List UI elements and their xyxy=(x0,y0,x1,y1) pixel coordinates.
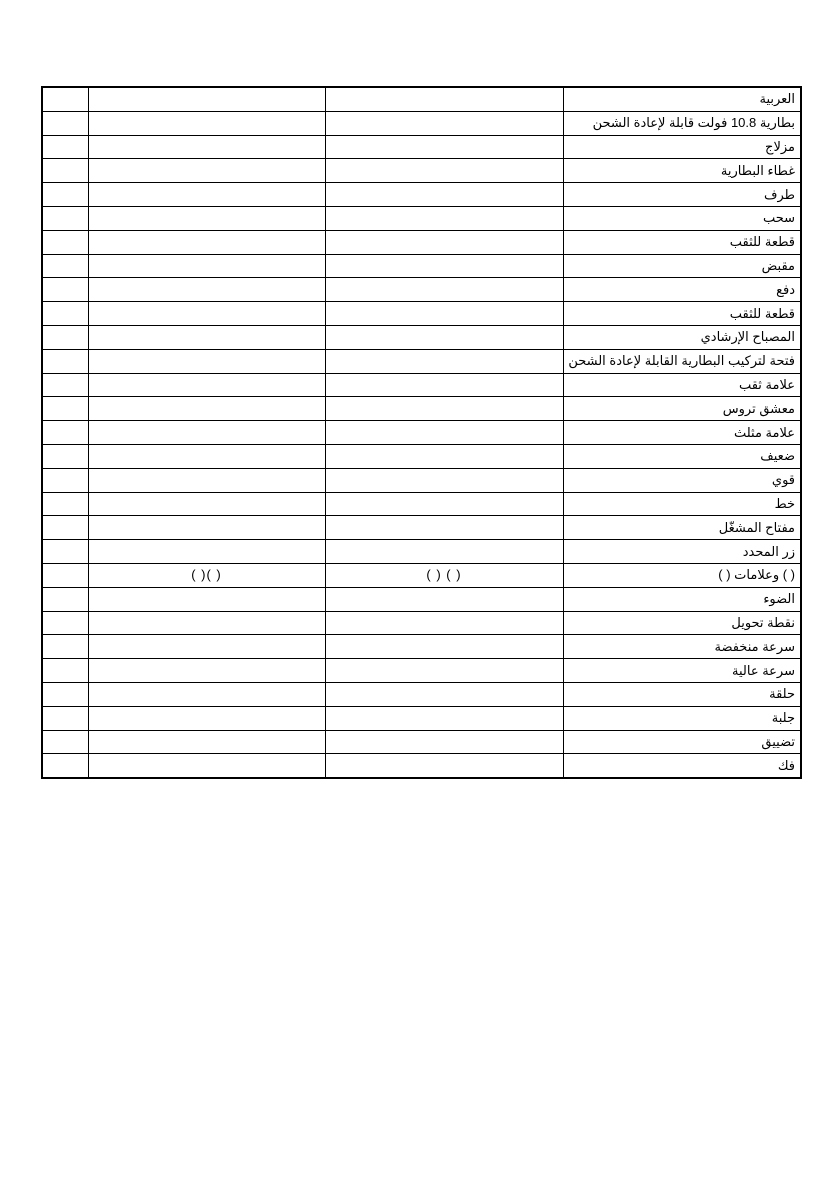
table-row xyxy=(42,230,801,254)
index-cell xyxy=(42,349,88,373)
language-cell-a xyxy=(88,421,325,445)
language-cell-a xyxy=(88,111,325,135)
table-row xyxy=(42,373,801,397)
language-cell-a xyxy=(88,659,325,683)
index-cell xyxy=(42,659,88,683)
index-cell xyxy=(42,302,88,326)
language-cell-a xyxy=(88,730,325,754)
language-cell-b xyxy=(325,278,563,302)
table-row xyxy=(42,587,801,611)
arabic-cell: حلقة xyxy=(563,682,801,706)
table-row xyxy=(42,421,801,445)
index-cell xyxy=(42,397,88,421)
index-cell xyxy=(42,373,88,397)
language-cell-a: ( )( ) xyxy=(88,563,325,587)
table-row xyxy=(42,516,801,540)
index-cell xyxy=(42,682,88,706)
index-cell xyxy=(42,635,88,659)
table-row xyxy=(42,206,801,230)
index-cell xyxy=(42,421,88,445)
arabic-cell: فك xyxy=(563,754,801,778)
language-cell-b xyxy=(325,659,563,683)
language-cell-a xyxy=(88,183,325,207)
table-row xyxy=(42,492,801,516)
arabic-cell: بطارية 10.8 فولت قابلة لإعادة الشحن xyxy=(563,111,801,135)
language-cell-b xyxy=(325,492,563,516)
language-cell-b xyxy=(325,587,563,611)
language-cell-b xyxy=(325,730,563,754)
language-cell-b xyxy=(325,135,563,159)
table-row xyxy=(42,302,801,326)
table-row xyxy=(42,325,801,349)
table-row xyxy=(42,444,801,468)
parts-table xyxy=(41,86,802,779)
arabic-cell: قطعة للثقب xyxy=(563,302,801,326)
language-cell-a xyxy=(88,373,325,397)
table-row xyxy=(42,183,801,207)
arabic-cell: نقطة تحويل xyxy=(563,611,801,635)
arabic-cell: طرف xyxy=(563,183,801,207)
index-cell xyxy=(42,206,88,230)
language-cell-b xyxy=(325,540,563,564)
index-cell xyxy=(42,754,88,778)
language-cell-b xyxy=(325,325,563,349)
header-arabic-cell: العربية xyxy=(563,87,801,111)
index-cell xyxy=(42,563,88,587)
arabic-cell: سرعة عالية xyxy=(563,659,801,683)
arabic-cell: سحب xyxy=(563,206,801,230)
language-cell-b xyxy=(325,444,563,468)
language-cell-a xyxy=(88,349,325,373)
language-cell-b xyxy=(325,421,563,445)
index-cell xyxy=(42,587,88,611)
language-cell-b xyxy=(325,706,563,730)
index-cell xyxy=(42,468,88,492)
table-row xyxy=(42,659,801,683)
language-cell-b xyxy=(325,682,563,706)
arabic-cell: معشق تروس xyxy=(563,397,801,421)
language-cell-b xyxy=(325,468,563,492)
language-cell-a xyxy=(88,706,325,730)
arabic-cell: مقبض xyxy=(563,254,801,278)
language-cell-b xyxy=(325,635,563,659)
language-cell-b: ( ) ( ) xyxy=(325,563,563,587)
table-row xyxy=(42,611,801,635)
table-row xyxy=(42,468,801,492)
parts-table-container xyxy=(41,86,800,779)
language-cell-b xyxy=(325,183,563,207)
arabic-cell: علامة مثلث xyxy=(563,421,801,445)
language-cell-b xyxy=(325,302,563,326)
parts-table-body xyxy=(42,87,801,778)
table-row xyxy=(42,682,801,706)
table-header-row xyxy=(42,87,801,111)
arabic-cell: جلبة xyxy=(563,706,801,730)
language-cell-a xyxy=(88,587,325,611)
arabic-cell: الضوء xyxy=(563,587,801,611)
arabic-cell: دفع xyxy=(563,278,801,302)
index-cell xyxy=(42,111,88,135)
language-cell-b xyxy=(325,230,563,254)
language-cell-b xyxy=(325,397,563,421)
table-row xyxy=(42,706,801,730)
arabic-cell: زر المحدد xyxy=(563,540,801,564)
table-row xyxy=(42,397,801,421)
index-cell xyxy=(42,730,88,754)
index-cell xyxy=(42,159,88,183)
arabic-cell: علامة ثقب xyxy=(563,373,801,397)
index-cell xyxy=(42,516,88,540)
language-cell-b xyxy=(325,516,563,540)
table-row xyxy=(42,278,801,302)
arabic-cell: قطعة للثقب xyxy=(563,230,801,254)
index-cell xyxy=(42,230,88,254)
header-language-cell-b xyxy=(325,87,563,111)
index-cell xyxy=(42,254,88,278)
index-cell xyxy=(42,325,88,349)
header-language-cell-a xyxy=(88,87,325,111)
index-cell xyxy=(42,135,88,159)
arabic-cell: تضييق xyxy=(563,730,801,754)
arabic-cell: قوي xyxy=(563,468,801,492)
table-row xyxy=(42,111,801,135)
table-row xyxy=(42,730,801,754)
table-row xyxy=(42,754,801,778)
language-cell-b xyxy=(325,206,563,230)
language-cell-a xyxy=(88,682,325,706)
language-cell-a xyxy=(88,206,325,230)
language-cell-a xyxy=(88,468,325,492)
index-cell xyxy=(42,492,88,516)
language-cell-b xyxy=(325,754,563,778)
language-cell-b xyxy=(325,611,563,635)
index-cell xyxy=(42,278,88,302)
index-cell xyxy=(42,706,88,730)
language-cell-a xyxy=(88,754,325,778)
language-cell-a xyxy=(88,540,325,564)
language-cell-a xyxy=(88,397,325,421)
arabic-cell: ضعيف xyxy=(563,444,801,468)
index-cell xyxy=(42,540,88,564)
language-cell-a xyxy=(88,302,325,326)
language-cell-a xyxy=(88,444,325,468)
arabic-cell: مفتاح المشغّل xyxy=(563,516,801,540)
arabic-cell: سرعة منخفضة xyxy=(563,635,801,659)
arabic-cell: مزلاج xyxy=(563,135,801,159)
arabic-cell: المصباح الإرشادي xyxy=(563,325,801,349)
language-cell-a xyxy=(88,135,325,159)
language-cell-a xyxy=(88,325,325,349)
arabic-cell: غطاء البطارية xyxy=(563,159,801,183)
arabic-cell: خط xyxy=(563,492,801,516)
index-cell xyxy=(42,444,88,468)
language-cell-a xyxy=(88,492,325,516)
language-cell-a xyxy=(88,159,325,183)
language-cell-a xyxy=(88,635,325,659)
table-row xyxy=(42,540,801,564)
table-row xyxy=(42,563,801,587)
table-row xyxy=(42,135,801,159)
language-cell-b xyxy=(325,111,563,135)
arabic-cell: ( ) وعلامات ( ) xyxy=(563,563,801,587)
language-cell-b xyxy=(325,159,563,183)
table-row xyxy=(42,159,801,183)
language-cell-a xyxy=(88,230,325,254)
language-cell-b xyxy=(325,254,563,278)
language-cell-a xyxy=(88,611,325,635)
language-cell-b xyxy=(325,349,563,373)
language-cell-a xyxy=(88,278,325,302)
index-cell xyxy=(42,183,88,207)
table-row xyxy=(42,254,801,278)
table-row xyxy=(42,349,801,373)
arabic-cell: فتحة لتركيب البطارية القابلة لإعادة الشحن xyxy=(563,349,801,373)
index-cell xyxy=(42,611,88,635)
table-row xyxy=(42,635,801,659)
language-cell-a xyxy=(88,254,325,278)
language-cell-a xyxy=(88,516,325,540)
language-cell-b xyxy=(325,373,563,397)
header-index-cell xyxy=(42,87,88,111)
